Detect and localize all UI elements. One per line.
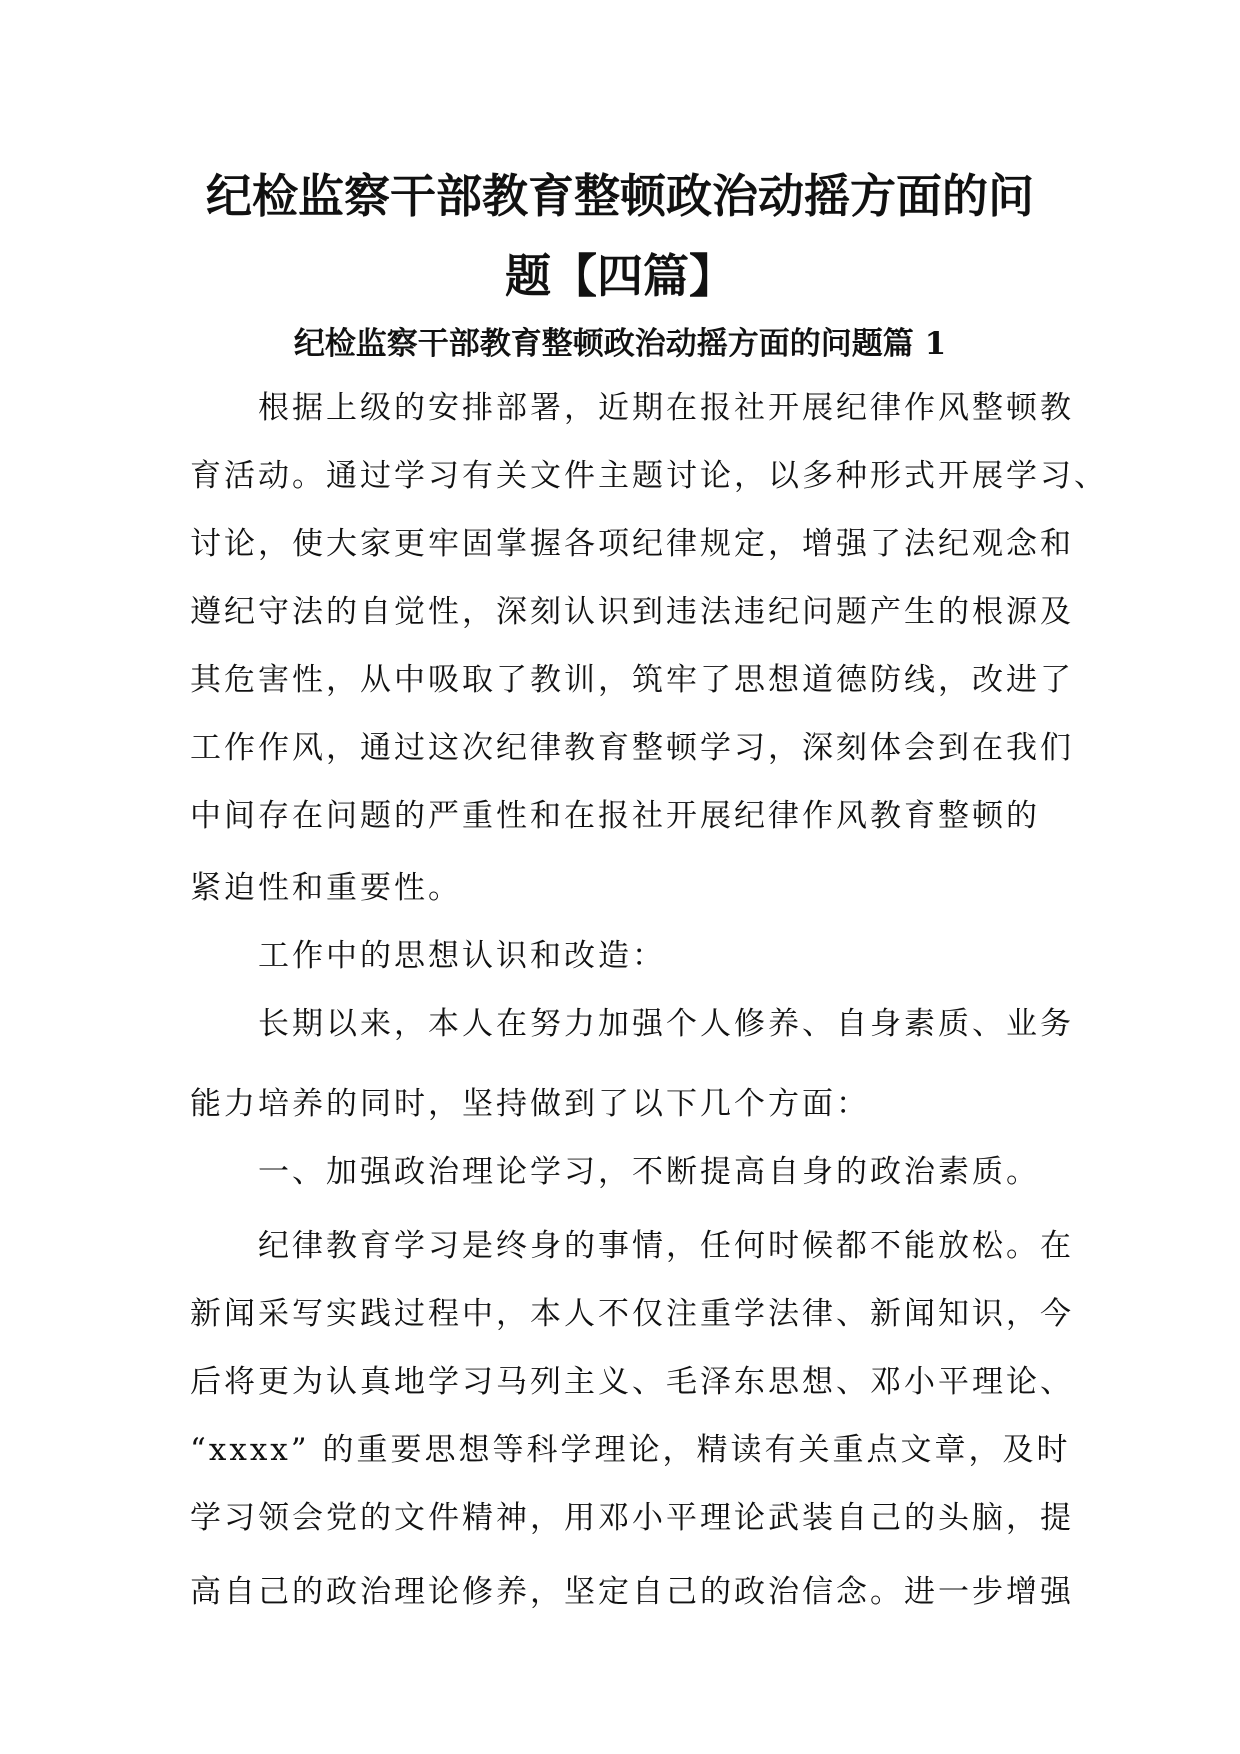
paragraph-line: 育活动。通过学习有关文件主题讨论，以多种形式开展学习、	[190, 458, 1108, 494]
paragraph-line: 根据上级的安排部署，近期在报社开展纪律作风整顿教	[258, 390, 1074, 426]
document-title-line-2: 题【四篇】	[505, 249, 735, 303]
section-heading: 纪检监察干部教育整顿政治动摇方面的问题篇 1	[293, 326, 947, 362]
paragraph-line: 紧迫性和重要性。	[190, 870, 462, 906]
paragraph-line: “xxxx” 的重要思想等科学理论，精读有关重点文章，及时	[190, 1432, 1071, 1468]
paragraph-line: 工作中的思想认识和改造：	[258, 938, 666, 974]
paragraph-line: 讨论，使大家更牢固掌握各项纪律规定，增强了法纪观念和	[190, 526, 1074, 562]
paragraph-line: 其危害性，从中吸取了教训，筑牢了思想道德防线，改进了	[190, 662, 1074, 698]
paragraph-line: 遵纪守法的自觉性，深刻认识到违法违纪问题产生的根源及	[190, 594, 1074, 630]
paragraph-line: 高自己的政治理论修养，坚定自己的政治信念。进一步增强	[190, 1574, 1074, 1610]
paragraph-line: 纪律教育学习是终身的事情，任何时候都不能放松。在	[258, 1228, 1074, 1264]
paragraph-line: 新闻采写实践过程中，本人不仅注重学法律、新闻知识，今	[190, 1296, 1074, 1332]
paragraph-line: 长期以来，本人在努力加强个人修养、自身素质、业务	[258, 1006, 1074, 1042]
paragraph-line: 一、加强政治理论学习，不断提高自身的政治素质。	[258, 1154, 1040, 1190]
paragraph-line: 后将更为认真地学习马列主义、毛泽东思想、邓小平理论、	[190, 1364, 1074, 1400]
paragraph-line: 中间存在问题的严重性和在报社开展纪律作风教育整顿的	[190, 798, 1040, 834]
document-title-line-1: 纪检监察干部教育整顿政治动摇方面的问	[206, 169, 1034, 223]
paragraph-line: 学习领会党的文件精神，用邓小平理论武装自己的头脑，提	[190, 1500, 1074, 1536]
paragraph-line: 能力培养的同时，坚持做到了以下几个方面：	[190, 1086, 870, 1122]
paragraph-line: 工作作风，通过这次纪律教育整顿学习，深刻体会到在我们	[190, 730, 1074, 766]
